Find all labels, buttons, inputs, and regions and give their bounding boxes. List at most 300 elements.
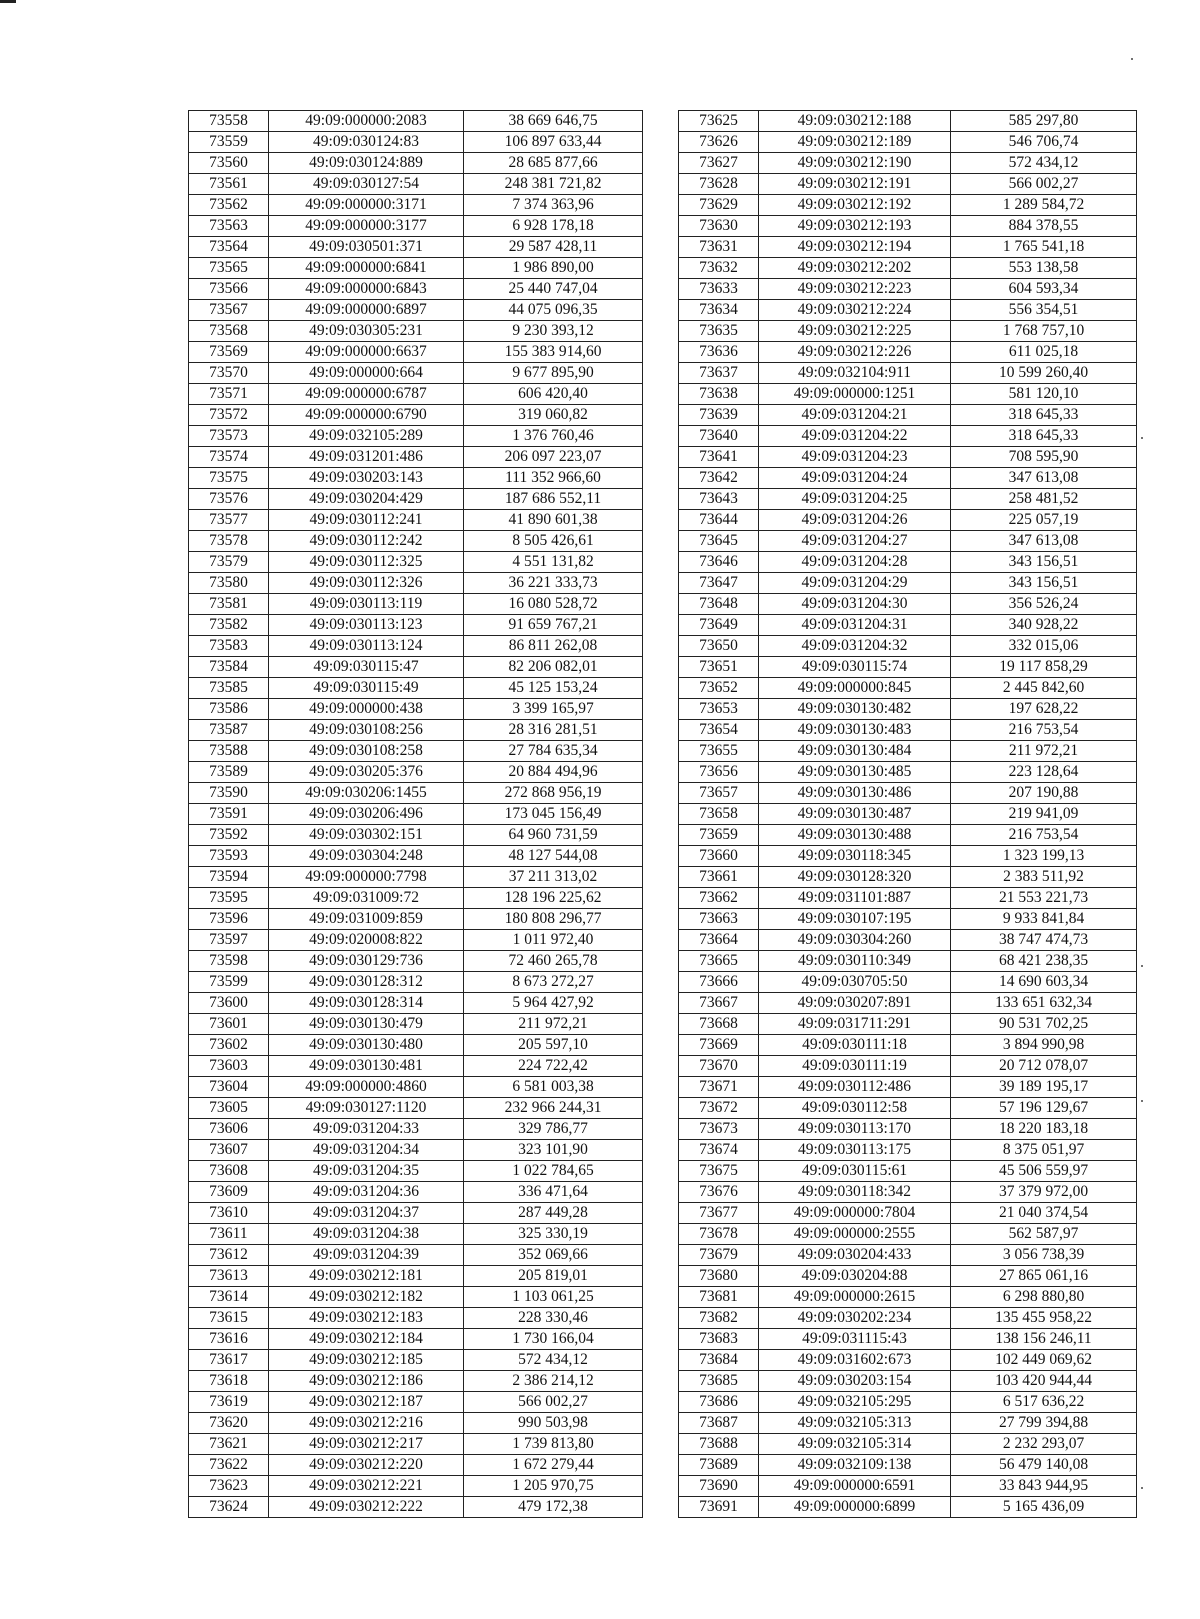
row-number-cell: 73586 (189, 699, 269, 720)
cadastral-value-cell: 5 165 436,09 (951, 1497, 1137, 1518)
cadastral-value-cell: 6 581 003,38 (464, 1077, 643, 1098)
table-row (189, 699, 643, 720)
cadastral-value-cell: 2 445 842,60 (951, 678, 1137, 699)
cadastral-value-cell: 1 205 970,75 (464, 1476, 643, 1497)
cadastral-value-cell: 347 613,08 (951, 468, 1137, 489)
table-row (189, 720, 643, 741)
table-row (189, 972, 643, 993)
row-number-cell: 73578 (189, 531, 269, 552)
cadastral-number-cell: 49:09:030111:18 (759, 1035, 951, 1056)
row-number-cell: 73689 (679, 1455, 759, 1476)
table-row (679, 993, 1137, 1014)
cadastral-value-cell: 8 673 272,27 (464, 972, 643, 993)
row-number-cell: 73571 (189, 384, 269, 405)
cadastral-number-cell: 49:09:030124:83 (269, 132, 464, 153)
cadastral-value-cell: 323 101,90 (464, 1140, 643, 1161)
table-row (679, 1455, 1137, 1476)
table-row (189, 342, 643, 363)
cadastral-value-cell: 10 599 260,40 (951, 363, 1137, 384)
table-row (189, 1245, 643, 1266)
cadastral-value-cell: 248 381 721,82 (464, 174, 643, 195)
cadastral-value-cell: 553 138,58 (951, 258, 1137, 279)
cadastral-number-cell: 49:09:030108:258 (269, 741, 464, 762)
cadastral-value-cell: 232 966 244,31 (464, 1098, 643, 1119)
cadastral-value-cell: 27 784 635,34 (464, 741, 643, 762)
table-row (189, 447, 643, 468)
cadastral-number-cell: 49:09:030206:1455 (269, 783, 464, 804)
cadastral-number-cell: 49:09:030212:187 (269, 1392, 464, 1413)
cadastral-number-cell: 49:09:030212:216 (269, 1413, 464, 1434)
row-number-cell: 73588 (189, 741, 269, 762)
cadastral-value-cell: 1 765 541,18 (951, 237, 1137, 258)
cadastral-number-cell: 49:09:031204:37 (269, 1203, 464, 1224)
row-number-cell: 73597 (189, 930, 269, 951)
cadastral-number-cell: 49:09:030212:185 (269, 1350, 464, 1371)
cadastral-value-cell: 138 156 246,11 (951, 1329, 1137, 1350)
row-number-cell: 73585 (189, 678, 269, 699)
cadastral-number-cell: 49:09:030212:188 (759, 111, 951, 132)
table-row (679, 1119, 1137, 1140)
cadastral-number-cell: 49:09:030212:184 (269, 1329, 464, 1350)
row-number-cell: 73633 (679, 279, 759, 300)
row-number-cell: 73598 (189, 951, 269, 972)
row-number-cell: 73587 (189, 720, 269, 741)
cadastral-value-cell: 102 449 069,62 (951, 1350, 1137, 1371)
cadastral-number-cell: 49:09:030130:485 (759, 762, 951, 783)
cadastral-value-cell: 585 297,80 (951, 111, 1137, 132)
table-row (189, 216, 643, 237)
cadastral-value-cell: 1 103 061,25 (464, 1287, 643, 1308)
row-number-cell: 73569 (189, 342, 269, 363)
table-row (189, 888, 643, 909)
table-row (679, 258, 1137, 279)
cadastral-value-cell: 1 323 199,13 (951, 846, 1137, 867)
cadastral-number-cell: 49:09:031204:33 (269, 1119, 464, 1140)
cadastral-number-cell: 49:09:030212:225 (759, 321, 951, 342)
table-row (189, 1392, 643, 1413)
cadastral-value-cell: 27 799 394,88 (951, 1413, 1137, 1434)
table-row (189, 258, 643, 279)
cadastral-number-cell: 49:09:031204:32 (759, 636, 951, 657)
table-row (679, 1287, 1137, 1308)
cadastral-number-cell: 49:09:030113:124 (269, 636, 464, 657)
table-row (679, 426, 1137, 447)
table-row (189, 1098, 643, 1119)
table-row (679, 384, 1137, 405)
cadastral-number-cell: 49:09:030128:312 (269, 972, 464, 993)
row-number-cell: 73634 (679, 300, 759, 321)
table-row (679, 195, 1137, 216)
scan-corner-mark (0, 0, 16, 3)
cadastral-value-cell: 562 587,97 (951, 1224, 1137, 1245)
cadastral-value-cell: 38 747 474,73 (951, 930, 1137, 951)
cadastral-table-right-body (679, 111, 1137, 1518)
row-number-cell: 73642 (679, 468, 759, 489)
cadastral-value-cell: 180 808 296,77 (464, 909, 643, 930)
row-number-cell: 73599 (189, 972, 269, 993)
cadastral-number-cell: 49:09:031204:39 (269, 1245, 464, 1266)
table-row (679, 1392, 1137, 1413)
cadastral-value-cell: 1 011 972,40 (464, 930, 643, 951)
cadastral-number-cell: 49:09:000000:3177 (269, 216, 464, 237)
cadastral-number-cell: 49:09:030112:325 (269, 552, 464, 573)
cadastral-number-cell: 49:09:030112:326 (269, 573, 464, 594)
cadastral-number-cell: 49:09:031204:23 (759, 447, 951, 468)
row-number-cell: 73653 (679, 699, 759, 720)
table-row (679, 552, 1137, 573)
cadastral-number-cell: 49:09:030212:202 (759, 258, 951, 279)
table-row (679, 678, 1137, 699)
row-number-cell: 73612 (189, 1245, 269, 1266)
cadastral-value-cell: 223 128,64 (951, 762, 1137, 783)
cadastral-value-cell: 133 651 632,34 (951, 993, 1137, 1014)
table-row (679, 615, 1137, 636)
cadastral-value-cell: 106 897 633,44 (464, 132, 643, 153)
cadastral-number-cell: 49:09:000000:6591 (759, 1476, 951, 1497)
row-number-cell: 73638 (679, 384, 759, 405)
row-number-cell: 73590 (189, 783, 269, 804)
table-row (189, 1035, 643, 1056)
cadastral-number-cell: 49:09:000000:2555 (759, 1224, 951, 1245)
row-number-cell: 73652 (679, 678, 759, 699)
row-number-cell: 73607 (189, 1140, 269, 1161)
cadastral-number-cell: 49:09:030129:736 (269, 951, 464, 972)
scan-speck (1141, 437, 1143, 439)
row-number-cell: 73650 (679, 636, 759, 657)
cadastral-value-cell: 219 941,09 (951, 804, 1137, 825)
cadastral-number-cell: 49:09:032105:313 (759, 1413, 951, 1434)
cadastral-number-cell: 49:09:030115:74 (759, 657, 951, 678)
cadastral-number-cell: 49:09:031204:30 (759, 594, 951, 615)
row-number-cell: 73680 (679, 1266, 759, 1287)
row-number-cell: 73685 (679, 1371, 759, 1392)
cadastral-number-cell: 49:09:030113:175 (759, 1140, 951, 1161)
table-row (679, 1497, 1137, 1518)
cadastral-number-cell: 49:09:031602:673 (759, 1350, 951, 1371)
row-number-cell: 73562 (189, 195, 269, 216)
table-row (189, 1434, 643, 1455)
cadastral-number-cell: 49:09:031204:22 (759, 426, 951, 447)
row-number-cell: 73595 (189, 888, 269, 909)
cadastral-number-cell: 49:09:030207:891 (759, 993, 951, 1014)
cadastral-value-cell: 566 002,27 (464, 1392, 643, 1413)
cadastral-number-cell: 49:09:000000:2615 (759, 1287, 951, 1308)
cadastral-number-cell: 49:09:030111:19 (759, 1056, 951, 1077)
cadastral-value-cell: 340 928,22 (951, 615, 1137, 636)
table-row (189, 804, 643, 825)
table-row (189, 132, 643, 153)
cadastral-number-cell: 49:09:031204:34 (269, 1140, 464, 1161)
cadastral-table-left (188, 110, 643, 1518)
cadastral-number-cell: 49:09:030130:483 (759, 720, 951, 741)
cadastral-value-cell: 21 040 374,54 (951, 1203, 1137, 1224)
cadastral-value-cell: 546 706,74 (951, 132, 1137, 153)
row-number-cell: 73632 (679, 258, 759, 279)
table-row (679, 741, 1137, 762)
cadastral-number-cell: 49:09:030110:349 (759, 951, 951, 972)
cadastral-number-cell: 49:09:000000:7798 (269, 867, 464, 888)
cadastral-number-cell: 49:09:030113:170 (759, 1119, 951, 1140)
cadastral-number-cell: 49:09:030212:226 (759, 342, 951, 363)
cadastral-value-cell: 21 553 221,73 (951, 888, 1137, 909)
row-number-cell: 73662 (679, 888, 759, 909)
cadastral-number-cell: 49:09:031204:26 (759, 510, 951, 531)
cadastral-value-cell: 36 221 333,73 (464, 573, 643, 594)
table-row (189, 1455, 643, 1476)
row-number-cell: 73665 (679, 951, 759, 972)
table-row (189, 1224, 643, 1245)
cadastral-number-cell: 49:09:030206:496 (269, 804, 464, 825)
cadastral-number-cell: 49:09:032109:138 (759, 1455, 951, 1476)
cadastral-value-cell: 37 211 313,02 (464, 867, 643, 888)
row-number-cell: 73605 (189, 1098, 269, 1119)
cadastral-number-cell: 49:09:030127:54 (269, 174, 464, 195)
table-row (189, 993, 643, 1014)
row-number-cell: 73614 (189, 1287, 269, 1308)
cadastral-value-cell: 1 730 166,04 (464, 1329, 643, 1350)
table-row (189, 636, 643, 657)
table-row (189, 1056, 643, 1077)
cadastral-value-cell: 128 196 225,62 (464, 888, 643, 909)
table-row (679, 930, 1137, 951)
cadastral-value-cell: 205 597,10 (464, 1035, 643, 1056)
row-number-cell: 73622 (189, 1455, 269, 1476)
table-row (679, 237, 1137, 258)
cadastral-value-cell: 68 421 238,35 (951, 951, 1137, 972)
cadastral-number-cell: 49:09:030212:221 (269, 1476, 464, 1497)
cadastral-number-cell: 49:09:000000:6899 (759, 1497, 951, 1518)
row-number-cell: 73630 (679, 216, 759, 237)
row-number-cell: 73674 (679, 1140, 759, 1161)
table-row (189, 111, 643, 132)
cadastral-number-cell: 49:09:030130:479 (269, 1014, 464, 1035)
cadastral-value-cell: 332 015,06 (951, 636, 1137, 657)
table-row (189, 1266, 643, 1287)
row-number-cell: 73640 (679, 426, 759, 447)
cadastral-number-cell: 49:09:031115:43 (759, 1329, 951, 1350)
cadastral-number-cell: 49:09:030118:342 (759, 1182, 951, 1203)
cadastral-value-cell: 1 289 584,72 (951, 195, 1137, 216)
table-row (679, 972, 1137, 993)
cadastral-value-cell: 2 232 293,07 (951, 1434, 1137, 1455)
row-number-cell: 73679 (679, 1245, 759, 1266)
cadastral-number-cell: 49:09:030305:231 (269, 321, 464, 342)
row-number-cell: 73671 (679, 1077, 759, 1098)
row-number-cell: 73616 (189, 1329, 269, 1350)
cadastral-number-cell: 49:09:030124:889 (269, 153, 464, 174)
row-number-cell: 73681 (679, 1287, 759, 1308)
table-row (679, 762, 1137, 783)
table-row (679, 846, 1137, 867)
table-row (189, 1476, 643, 1497)
row-number-cell: 73667 (679, 993, 759, 1014)
row-number-cell: 73683 (679, 1329, 759, 1350)
cadastral-value-cell: 8 505 426,61 (464, 531, 643, 552)
table-row (679, 1308, 1137, 1329)
cadastral-number-cell: 49:09:030115:47 (269, 657, 464, 678)
cadastral-value-cell: 347 613,08 (951, 531, 1137, 552)
row-number-cell: 73575 (189, 468, 269, 489)
row-number-cell: 73594 (189, 867, 269, 888)
table-row (679, 489, 1137, 510)
row-number-cell: 73678 (679, 1224, 759, 1245)
cadastral-number-cell: 49:09:030113:119 (269, 594, 464, 615)
table-row (679, 510, 1137, 531)
row-number-cell: 73572 (189, 405, 269, 426)
cadastral-number-cell: 49:09:030212:194 (759, 237, 951, 258)
table-row (189, 951, 643, 972)
cadastral-value-cell: 572 434,12 (951, 153, 1137, 174)
row-number-cell: 73573 (189, 426, 269, 447)
table-row (679, 111, 1137, 132)
row-number-cell: 73641 (679, 447, 759, 468)
table-row (189, 1413, 643, 1434)
table-row (679, 720, 1137, 741)
cadastral-value-cell: 2 383 511,92 (951, 867, 1137, 888)
cadastral-number-cell: 49:09:000000:6787 (269, 384, 464, 405)
cadastral-number-cell: 49:09:032105:289 (269, 426, 464, 447)
cadastral-number-cell: 49:09:030130:481 (269, 1056, 464, 1077)
cadastral-number-cell: 49:09:031101:887 (759, 888, 951, 909)
cadastral-value-cell: 319 060,82 (464, 405, 643, 426)
cadastral-value-cell: 155 383 914,60 (464, 342, 643, 363)
row-number-cell: 73688 (679, 1434, 759, 1455)
cadastral-number-cell: 49:09:030130:488 (759, 825, 951, 846)
cadastral-value-cell: 228 330,46 (464, 1308, 643, 1329)
row-number-cell: 73613 (189, 1266, 269, 1287)
row-number-cell: 73566 (189, 279, 269, 300)
table-row (679, 1098, 1137, 1119)
cadastral-number-cell: 49:09:031204:21 (759, 405, 951, 426)
row-number-cell: 73574 (189, 447, 269, 468)
cadastral-number-cell: 49:09:000000:6843 (269, 279, 464, 300)
row-number-cell: 73606 (189, 1119, 269, 1140)
cadastral-value-cell: 19 117 858,29 (951, 657, 1137, 678)
table-row (189, 384, 643, 405)
row-number-cell: 73617 (189, 1350, 269, 1371)
table-row (189, 1371, 643, 1392)
cadastral-value-cell: 64 960 731,59 (464, 825, 643, 846)
row-number-cell: 73581 (189, 594, 269, 615)
cadastral-number-cell: 49:09:000000:4860 (269, 1077, 464, 1098)
table-row (679, 1434, 1137, 1455)
cadastral-number-cell: 49:09:030204:433 (759, 1245, 951, 1266)
row-number-cell: 73651 (679, 657, 759, 678)
cadastral-value-cell: 325 330,19 (464, 1224, 643, 1245)
table-row (679, 1140, 1137, 1161)
table-row (189, 531, 643, 552)
cadastral-number-cell: 49:09:030115:61 (759, 1161, 951, 1182)
table-row (679, 1350, 1137, 1371)
table-row (189, 741, 643, 762)
row-number-cell: 73623 (189, 1476, 269, 1497)
table-row (189, 279, 643, 300)
table-row (189, 825, 643, 846)
table-row (189, 300, 643, 321)
cadastral-value-cell: 86 811 262,08 (464, 636, 643, 657)
cadastral-value-cell: 3 399 165,97 (464, 699, 643, 720)
cadastral-value-cell: 56 479 140,08 (951, 1455, 1137, 1476)
cadastral-value-cell: 1 022 784,65 (464, 1161, 643, 1182)
row-number-cell: 73608 (189, 1161, 269, 1182)
cadastral-value-cell: 57 196 129,67 (951, 1098, 1137, 1119)
cadastral-value-cell: 82 206 082,01 (464, 657, 643, 678)
cadastral-number-cell: 49:09:030113:123 (269, 615, 464, 636)
cadastral-value-cell: 20 884 494,96 (464, 762, 643, 783)
table-row (679, 1161, 1137, 1182)
cadastral-number-cell: 49:09:030212:220 (269, 1455, 464, 1476)
table-row (679, 657, 1137, 678)
cadastral-value-cell: 318 645,33 (951, 426, 1137, 447)
row-number-cell: 73637 (679, 363, 759, 384)
table-row (679, 1203, 1137, 1224)
table-row (189, 1350, 643, 1371)
cadastral-value-cell: 197 628,22 (951, 699, 1137, 720)
cadastral-number-cell: 49:09:030212:222 (269, 1497, 464, 1518)
table-row (679, 132, 1137, 153)
table-row (679, 363, 1137, 384)
cadastral-value-cell: 990 503,98 (464, 1413, 643, 1434)
cadastral-number-cell: 49:09:030212:191 (759, 174, 951, 195)
row-number-cell: 73570 (189, 363, 269, 384)
cadastral-number-cell: 49:09:030212:182 (269, 1287, 464, 1308)
cadastral-number-cell: 49:09:030304:248 (269, 846, 464, 867)
table-row (679, 468, 1137, 489)
cadastral-value-cell: 27 865 061,16 (951, 1266, 1137, 1287)
row-number-cell: 73600 (189, 993, 269, 1014)
cadastral-number-cell: 49:09:031204:25 (759, 489, 951, 510)
cadastral-value-cell: 20 712 078,07 (951, 1056, 1137, 1077)
cadastral-value-cell: 343 156,51 (951, 573, 1137, 594)
cadastral-value-cell: 187 686 552,11 (464, 489, 643, 510)
cadastral-number-cell: 49:09:031204:31 (759, 615, 951, 636)
table-row (679, 1476, 1137, 1497)
cadastral-value-cell: 211 972,21 (464, 1014, 643, 1035)
row-number-cell: 73646 (679, 552, 759, 573)
scan-speck (1141, 1487, 1143, 1489)
row-number-cell: 73602 (189, 1035, 269, 1056)
cadastral-value-cell: 33 843 944,95 (951, 1476, 1137, 1497)
row-number-cell: 73643 (679, 489, 759, 510)
row-number-cell: 73676 (679, 1182, 759, 1203)
row-number-cell: 73583 (189, 636, 269, 657)
cadastral-number-cell: 49:09:030205:376 (269, 762, 464, 783)
cadastral-value-cell: 6 517 636,22 (951, 1392, 1137, 1413)
row-number-cell: 73645 (679, 531, 759, 552)
cadastral-value-cell: 48 127 544,08 (464, 846, 643, 867)
row-number-cell: 73584 (189, 657, 269, 678)
cadastral-value-cell: 14 690 603,34 (951, 972, 1137, 993)
table-row (189, 1497, 643, 1518)
table-row (679, 321, 1137, 342)
table-row (189, 909, 643, 930)
cadastral-number-cell: 49:09:030212:186 (269, 1371, 464, 1392)
row-number-cell: 73567 (189, 300, 269, 321)
row-number-cell: 73626 (679, 132, 759, 153)
row-number-cell: 73670 (679, 1056, 759, 1077)
row-number-cell: 73654 (679, 720, 759, 741)
row-number-cell: 73684 (679, 1350, 759, 1371)
row-number-cell: 73660 (679, 846, 759, 867)
row-number-cell: 73564 (189, 237, 269, 258)
cadastral-number-cell: 49:09:032104:911 (759, 363, 951, 384)
row-number-cell: 73559 (189, 132, 269, 153)
cadastral-value-cell: 3 056 738,39 (951, 1245, 1137, 1266)
table-row (679, 888, 1137, 909)
cadastral-value-cell: 111 352 966,60 (464, 468, 643, 489)
cadastral-value-cell: 479 172,38 (464, 1497, 643, 1518)
cadastral-value-cell: 606 420,40 (464, 384, 643, 405)
